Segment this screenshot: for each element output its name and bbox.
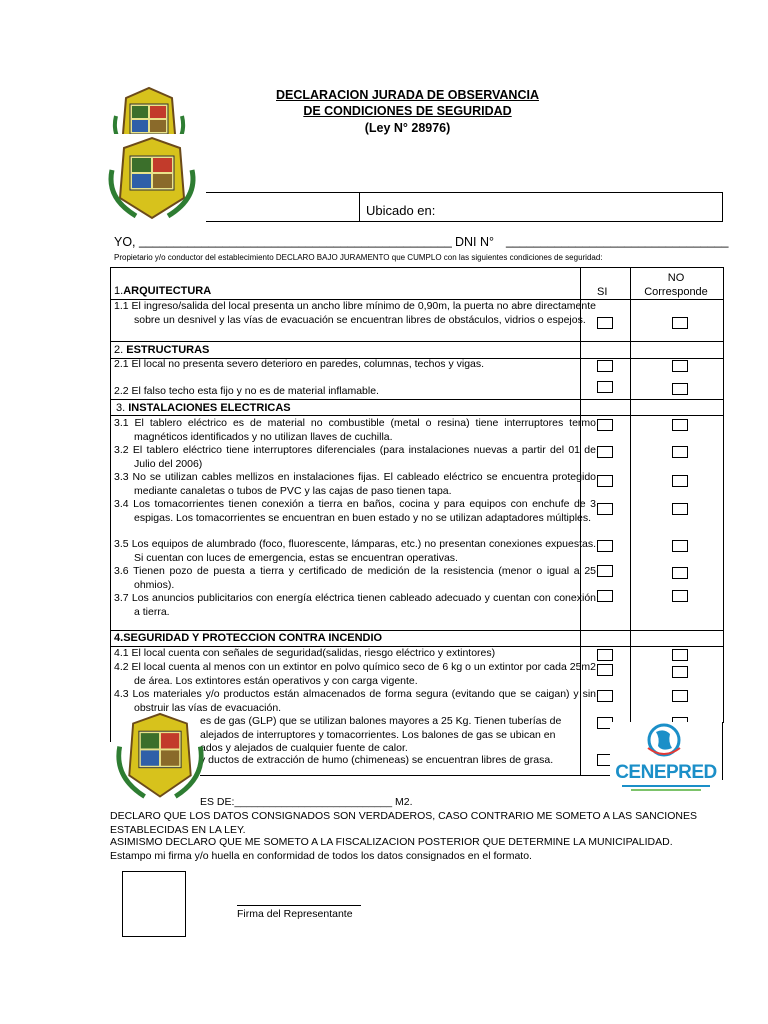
checkbox-si-3-1[interactable] [597,419,613,431]
checkbox-no-3-3[interactable] [672,475,688,487]
area-line: ES DE:___________________________ M2. [200,796,413,808]
declaration-line: Propietario y/o conductor del establecimiento DECLARO BAJO JURAMENTO que CUMPLO con las siguientes condiciones de seguridad: [114,253,603,262]
item-4-1: 4.1 El local cuenta con señales de seguridad(salidas, riesgo eléctrico y extintores) [114,647,496,659]
municipal-crest-icon [106,86,192,134]
col-no-header-line1: NO [667,272,685,284]
checkbox-no-4-1[interactable] [672,649,688,661]
declaration-text-1: DECLARO QUE LOS DATOS CONSIGNADOS SON VERDADEROS, CASO CONTRARIO ME SOMETO A LAS SANCIONES ESTABLECIDAS EN LA LEY. [110,810,697,836]
checkbox-no-1-1[interactable] [672,317,688,329]
item-4-3: 4.3 Los materiales y/o productos están almacenados de forma segura (evitando que se caigan) y sin obstruir las vías de evacuación. [114,688,596,714]
checkbox-si-1-1[interactable] [597,317,613,329]
item-4-5: y ductos de extracción de humo (chimeneas) se encuentran libres de grasa. [200,754,554,766]
checkbox-no-2-2[interactable] [672,383,688,395]
checkbox-si-2-2[interactable] [597,381,613,393]
checkbox-si-3-3[interactable] [597,475,613,487]
item-2-2: 2.2 El falso techo esta fijo y no es de material inflamable. [114,385,379,397]
checkbox-no-3-6[interactable] [672,567,688,579]
section-2-heading: 2. ESTRUCTURAS [114,344,210,356]
col-si-header: SI [597,286,608,298]
municipal-crest-icon [112,712,208,808]
checkbox-no-3-7[interactable] [672,590,688,602]
checkbox-no-3-4[interactable] [672,503,688,515]
cenepred-logo [610,722,722,800]
item-2-1: 2.1 El local no presenta severo deterioro en paredes, columnas, techos y vigas. [114,358,485,370]
cenepred-wordmark: CENEPRED [615,762,717,783]
yo-label: YO, [114,235,136,249]
cenepred-emblem-icon [610,722,722,758]
col-no-header-line2: Corresponde [644,286,708,298]
checkbox-no-4-3[interactable] [672,690,688,702]
dni-input[interactable]: ________________________________ [506,234,729,248]
checkbox-si-3-7[interactable] [597,590,613,602]
item-3-2: 3.2 El tablero eléctrico tiene interruptores diferenciales (para instalaciones nuevas a partir del 01 de Julio del 2006) [114,444,596,470]
item-3-4: 3.4 Los tomacorrientes tienen conexión a tierra en baños, cocina y para equipos con enchufe de 3 espigas. Los tomacorrientes se encuentran en buen estado y no se utilizan adaptadores múltiples. [114,498,596,524]
checkbox-no-3-5[interactable] [672,540,688,552]
signature-label: Firma del Representante [237,908,353,920]
checkbox-no-3-2[interactable] [672,446,688,458]
section-3-heading: 3. INSTALACIONES ELECTRICAS [116,402,291,414]
checkbox-si-2-1[interactable] [597,360,613,372]
location-label: Ubicado en: [366,203,436,218]
location-box [206,192,723,222]
checkbox-si-3-6[interactable] [597,565,613,577]
checkbox-si-3-5[interactable] [597,540,613,552]
area-input[interactable]: ___________________________ [234,796,393,808]
checkbox-si-3-2[interactable] [597,446,613,458]
declaration-text-3: Estampo mi firma y/o huella en conformidad de todos los datos consignados en el formato. [110,850,532,862]
item-3-7: 3.7 Los anuncios publicitarios con energía eléctrica tienen cableado adecuado y cuentan con conexión a tierra. [114,592,596,618]
checkbox-si-3-4[interactable] [597,503,613,515]
fingerprint-box[interactable] [122,871,186,937]
yo-input[interactable]: _____________________________________________ [139,234,452,248]
item-1-1: 1.1 El ingreso/salida del local presenta un ancho libre mínimo de 0,90m, la puerta no abre directamente sobre un desnivel y las vías de evacuación se encuentran libres de obstáculos, vidrios o espejos. [114,300,596,326]
municipal-crest-icon [102,136,202,226]
section-1-heading: 1.ARQUITECTURA [114,285,212,297]
doc-title-line1: DECLARACION JURADA DE OBSERVANCIA [276,88,539,102]
dni-label: DNI N° [455,235,495,249]
checkbox-si-4-2[interactable] [597,664,613,676]
item-3-6: 3.6 Tienen pozo de puesta a tierra y certificado de medición de la resistencia (menor o igual a 25 ohmios). [114,565,596,591]
section-4-heading: 4.SEGURIDAD Y PROTECCION CONTRA INCENDIO [114,632,383,644]
item-3-5: 3.5 Los equipos de alumbrado (foco, fluorescente, lámparas, etc.) no presentan conexiones expuestas. Si cuentan con luces de emergencia, estas se encuentran operativas. [114,538,596,564]
item-4-4: es de gas (GLP) que se utilizan balones mayores a 25 Kg. Tienen tuberías de alejados de interruptores y tomacorrientes. Los balones de gas se ubican en ados y alejados de cualquier fuente de calor. [200,715,562,754]
item-3-3: 3.3 No se utilizan cables mellizos en instalaciones fijas. El cableado eléctrico se encuentra protegido mediante canaletas o tubos de PVC y las cajas de paso tienen tapa. [114,471,596,497]
doc-title-line2: DE CONDICIONES DE SEGURIDAD [303,104,512,118]
checkbox-no-4-2[interactable] [672,666,688,678]
item-3-1: 3.1 El tablero eléctrico es de material no combustible (metal o resina) tiene interruptores termo magnéticos identificados y no utilizan llaves de cuchilla. [114,417,596,443]
doc-title-line3: (Ley N° 28976) [364,121,451,135]
checkbox-no-2-1[interactable] [672,360,688,372]
item-4-2: 4.2 El local cuenta al menos con un extintor en polvo químico seco de 6 kg o un extintor por cada 25m2 de área. Los extintores están operativos y con carga vigente. [114,661,596,687]
checkbox-no-3-1[interactable] [672,419,688,431]
checkbox-si-4-1[interactable] [597,649,613,661]
checkbox-si-4-3[interactable] [597,690,613,702]
declaration-text-2: ASIMISMO DECLARO QUE ME SOMETO A LA FISCALIZACION POSTERIOR QUE DETERMINE LA MUNICIPALIDAD. [110,836,673,848]
